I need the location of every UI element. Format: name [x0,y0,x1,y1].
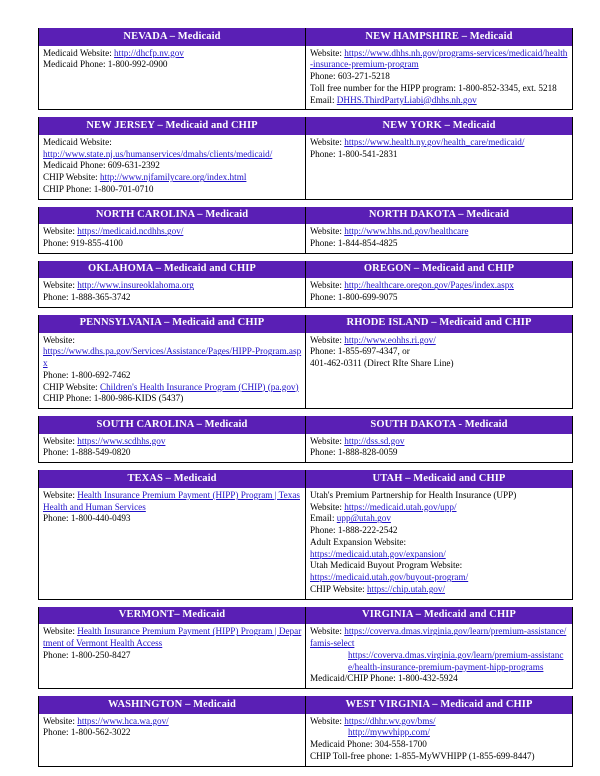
contact-line-label: Medicaid/CHIP Phone: 1-800-432-5924 [310,673,458,684]
state-header-row [39,315,573,333]
contact-link[interactable]: http://www.eohhs.ri.gov/ [344,334,436,345]
contact-line-label: Website: [43,226,78,237]
contact-line-label: Phone: 1-800-440-0493 [43,513,131,524]
state-cell-right [306,488,573,599]
contact-line-label: Website: [43,334,75,345]
table-body [39,28,573,766]
contact-line-label: Website: [310,226,345,237]
contact-line-label: Phone: 1-800-699-9075 [310,292,398,303]
row-spacer-cell [39,199,573,207]
contact-line-label: CHIP Website: [310,583,367,594]
contact-link[interactable]: https://medicaid.utah.gov/buyout-program/ [310,572,469,583]
state-body-row [39,333,573,409]
row-spacer [39,599,573,607]
contact-line-label: Website: [43,435,78,446]
contact-link[interactable]: http://healthcare.oregon.gov/Pages/index.aspx [344,280,514,291]
state-cell-right [306,135,573,199]
contact-line [310,447,569,459]
row-spacer [39,199,573,207]
state-cell-right [306,333,573,409]
state-header-left: OKLAHOMA – Medicaid and CHIP [39,261,306,279]
contact-line-label: Website: [43,715,78,726]
row-spacer-cell [39,253,573,261]
state-cell-left [39,278,306,307]
contact-line [43,436,302,448]
state-body-row [39,224,573,253]
contact-line [310,513,569,525]
contact-link[interactable]: https://www.health.ny.gov/health_care/medicaid/ [344,136,525,147]
contact-line [43,137,302,149]
contact-line-label: Phone: 1-800-562-3022 [43,727,131,738]
contact-line [310,626,569,650]
contact-line-label: Phone: 1-800-250-8427 [43,649,131,660]
contact-line-label: Email: [310,513,337,524]
contact-line-label: Phone: 1-855-697-4347, or [310,346,410,357]
state-cell-right [306,714,573,767]
state-header-left: NEVADA – Medicaid [39,28,306,46]
contact-link[interactable]: https://medicaid.utah.gov/upp/ [344,501,457,512]
state-header-left: PENNSYLVANIA – Medicaid and CHIP [39,315,306,333]
contact-line [43,382,302,394]
state-body-row [39,488,573,599]
contact-line [43,650,302,662]
contact-line-label: Medicaid Phone: 304-558-1700 [310,739,427,750]
contact-line [43,226,302,238]
contact-line [310,436,569,448]
contact-line [310,751,569,763]
state-header-left: TEXAS – Medicaid [39,470,306,488]
contact-line [310,83,569,95]
contact-line [310,137,569,149]
contact-line [310,149,569,161]
contact-line [310,280,569,292]
contact-line-label: Medicaid Website: [43,47,115,58]
contact-line-label: Phone: 919-855-4100 [43,238,123,249]
contact-line-label: CHIP Phone: 1-800-701-0710 [43,184,154,195]
contact-line [310,584,569,596]
row-spacer-cell [39,409,573,417]
contact-line [43,280,302,292]
state-body-row [39,714,573,767]
contact-line [310,292,569,304]
contact-line [310,346,569,358]
contact-link[interactable]: Health Insurance Premium Payment (HIPP) Program | Texas Health and Human Services [43,489,300,512]
contact-line [43,160,302,172]
contact-link[interactable]: https://dhhr.wv.gov/bms/ [344,715,436,726]
state-cell-right [306,624,573,688]
contact-line [43,490,302,514]
state-cell-left [39,224,306,253]
state-cell-right [306,46,573,110]
contact-link[interactable]: DHHS.ThirdPartyLiabi@dhhs.nh.gov [336,94,477,105]
state-header-right: NEW YORK – Medicaid [306,117,573,135]
state-cell-right [306,434,573,463]
row-spacer-cell [39,689,573,697]
contact-line-label: Website: [43,626,78,637]
contact-line-label: CHIP Toll-free phone: 1-855-MyWVHIPP (1-855-699-8447) [310,750,535,761]
state-header-right: NORTH DAKOTA – Medicaid [306,207,573,225]
contact-line-label: CHIP Website: [43,381,100,392]
state-header-left: NORTH CAROLINA – Medicaid [39,207,306,225]
state-header-left: WASHINGTON – Medicaid [39,696,306,714]
contact-line-label: Phone: 1-844-854-4825 [310,238,398,249]
contact-link[interactable]: http://dhcfp.nv.gov [114,47,184,58]
contact-link[interactable]: http://www.njfamilycare.org/index.html [99,172,247,183]
contact-link[interactable]: http://www.hhs.nd.gov/healthcare [344,226,469,237]
contact-link[interactable]: http://www.state.nj.us/humanservices/dmahs/clients/medicaid/ [43,148,273,159]
state-body-row [39,434,573,463]
contact-line-label: Medicaid Phone: 1-800-992-0900 [43,59,168,70]
row-spacer [39,253,573,261]
row-spacer [39,110,573,118]
contact-line [310,335,569,347]
contact-line-label: CHIP Phone: 1-800-986-KIDS (5437) [43,393,184,404]
state-body-row [39,278,573,307]
contact-link[interactable]: http://dss.sd.gov [344,435,405,446]
state-header-left: SOUTH CAROLINA – Medicaid [39,416,306,434]
contact-line [43,626,302,650]
contact-line-label: Website: [310,435,345,446]
contact-line [310,727,569,739]
contact-line [310,490,569,502]
contact-line [43,716,302,728]
state-contact-table [38,28,573,767]
state-header-left: VERMONT– Medicaid [39,607,306,625]
state-cell-left [39,135,306,199]
state-header-right: SOUTH DAKOTA - Medicaid [306,416,573,434]
contact-line [43,370,302,382]
contact-line [310,358,569,370]
state-cell-left [39,434,306,463]
contact-line-label: Phone: 1-888-549-0820 [43,447,131,458]
contact-line [310,572,569,584]
contact-link[interactable]: https://medicaid.utah.gov/expansion/ [310,548,446,559]
contact-line [310,502,569,514]
state-header-left: NEW JERSEY – Medicaid and CHIP [39,117,306,135]
state-header-row [39,207,573,225]
contact-line [310,238,569,250]
contact-line-label: Website: [310,626,345,637]
contact-line-label: Website: [43,280,78,291]
state-header-right: NEW HAMPSHIRE – Medicaid [306,28,573,46]
state-header-right: UTAH – Medicaid and CHIP [306,470,573,488]
state-body-row [39,135,573,199]
contact-line [43,727,302,739]
state-header-right: OREGON – Medicaid and CHIP [306,261,573,279]
contact-line [43,447,302,459]
contact-line [43,48,302,60]
contact-line [310,560,569,572]
contact-line-label: Phone: 1-800-692-7462 [43,369,131,380]
contact-line [310,48,569,72]
contact-link[interactable]: http://www.insureoklahoma.org [77,280,194,291]
state-header-row [39,696,573,714]
row-spacer [39,409,573,417]
row-spacer [39,689,573,697]
contact-link[interactable]: https://coverva.dmas.virginia.gov/learn/premium-assistance/health-insurance-premium-payment-hipp-programs [348,649,564,672]
contact-line-label: Adult Expansion Website: [310,536,407,547]
row-spacer-cell [39,463,573,471]
contact-link[interactable]: https://medicaid.ncdhhs.gov/ [77,226,184,237]
contact-line-label: Phone: 1-888-365-3742 [43,292,131,303]
contact-line-label: Utah's Premium Partnership for Health Insurance (UPP) [310,489,517,500]
contact-link[interactable]: https://www.dhhs.nh.gov/programs-services/medicaid/health-insurance-premium-program [310,47,568,70]
contact-link[interactable]: https://coverva.dmas.virginia.gov/learn/premium-assistance/famis-select [310,626,567,648]
state-header-row [39,261,573,279]
row-spacer-cell [39,599,573,607]
contact-line-label: Phone: 1-888-222-2542 [310,525,398,536]
contact-line-label: Utah Medicaid Buyout Program Website: [310,560,463,571]
state-cell-left [39,714,306,767]
contact-line [43,149,302,161]
contact-line-label: 401-462-0311 (Direct RIte Share Line) [310,358,454,369]
contact-line [310,537,569,549]
contact-line-label: Website: [43,489,78,500]
state-cell-right [306,278,573,307]
contact-line [310,525,569,537]
contact-link[interactable]: http://mywvhipp.com/ [348,727,430,738]
contact-line-label: Toll free number for the HIPP program: 1-800-852-3345, ext. 5218 [310,82,557,93]
contact-line [43,346,302,370]
state-header-right: VIRGINIA – Medicaid and CHIP [306,607,573,625]
state-cell-left [39,46,306,110]
contact-line [310,650,569,674]
contact-line [43,335,302,347]
state-cell-left [39,488,306,599]
contact-line-label: Website: [310,47,345,58]
state-header-right: WEST VIRGINIA – Medicaid and CHIP [306,696,573,714]
contact-line [43,238,302,250]
contact-line-label: Medicaid Website: [43,136,112,147]
contact-line-label: Phone: 1-888-828-0059 [310,447,398,458]
state-cell-left [39,624,306,688]
contact-link[interactable]: Health Insurance Premium Payment (HIPP) Program | Department of Vermont Health Access [43,626,302,648]
state-body-row [39,46,573,110]
contact-link[interactable]: https://www.dhs.pa.gov/Services/Assistance/Pages/HIPP-Program.aspx [43,346,302,369]
contact-line [310,71,569,83]
row-spacer-cell [39,110,573,118]
contact-line [310,95,569,107]
contact-line-label: Website: [310,334,345,345]
contact-line [43,172,302,184]
contact-link[interactable]: https://chip.utah.gov/ [366,583,446,594]
row-spacer [39,307,573,315]
row-spacer [39,463,573,471]
contact-line [310,739,569,751]
state-body-row [39,624,573,688]
state-header-row [39,117,573,135]
contact-line-label: Medicaid Phone: 609-631-2392 [43,160,160,171]
contact-line-label: Phone: 603-271-5218 [310,71,390,82]
state-header-row [39,28,573,46]
contact-line-label: Website: [310,280,345,291]
contact-line [43,292,302,304]
state-header-row [39,607,573,625]
contact-line-label: Website: [310,715,345,726]
contact-line [43,184,302,196]
contact-line-label: Phone: 1-800-541-2831 [310,148,398,159]
contact-line [310,716,569,728]
contact-line-label: CHIP Website: [43,172,100,183]
contact-link[interactable]: https://www.scdhhs.gov [77,435,166,446]
contact-line-label: Website: [310,136,345,147]
contact-line [43,393,302,405]
contact-line [310,226,569,238]
contact-line [310,549,569,561]
contact-line [43,513,302,525]
contact-link[interactable]: Children's Health Insurance Program (CHIP) (pa.gov) [99,381,299,392]
contact-link[interactable]: upp@utah.gov [336,513,391,524]
contact-line [310,673,569,685]
contact-line-label: Website: [310,501,345,512]
state-cell-right [306,224,573,253]
contact-line-label: Email: [310,94,337,105]
state-cell-left [39,333,306,409]
state-header-right: RHODE ISLAND – Medicaid and CHIP [306,315,573,333]
contact-link[interactable]: https://www.hca.wa.gov/ [77,715,169,726]
state-header-row [39,416,573,434]
contact-line [43,59,302,71]
row-spacer-cell [39,307,573,315]
state-header-row [39,470,573,488]
